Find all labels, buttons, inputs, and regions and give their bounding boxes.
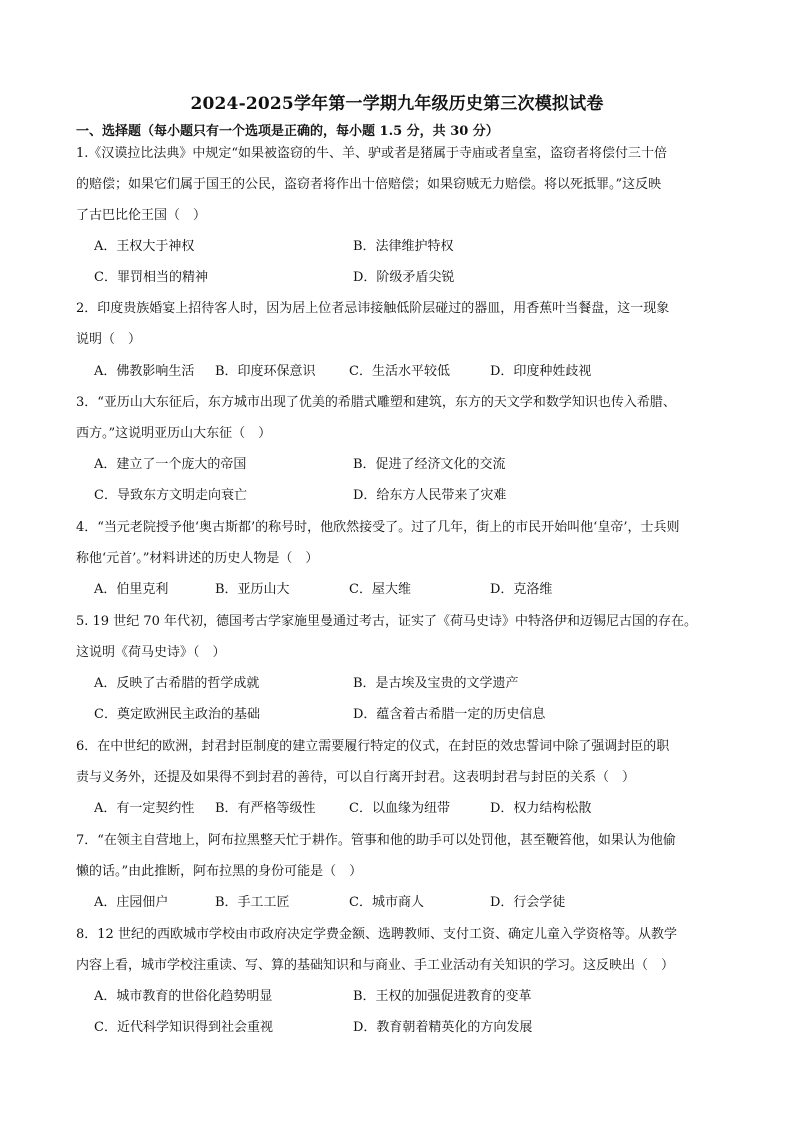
exam-title: 2024-2025学年第一学期九年级历史第三次模拟试卷 bbox=[190, 94, 604, 114]
question-3-option-d: D．给东方人民带来了灾难 bbox=[353, 488, 507, 503]
question-8-option-b: B．王权的加强促进教育的变革 bbox=[353, 989, 532, 1004]
question-4-line-1: 4．“当元老院授予他‘奥古斯都’的称号时，他欣然接受了。过了几年，街上的市民开始叫他‘皇帝’，士兵则 bbox=[76, 520, 680, 535]
question-1-option-a: A．王权大于神权 bbox=[94, 239, 195, 254]
question-5-line-1: 5. 19 世纪 70 年代初，德国考古学家施里曼通过考古，证实了《荷马史诗》中特洛伊和迈锡尼古国的存在。 bbox=[76, 614, 698, 629]
question-6-option-d: D．权力结构松散 bbox=[490, 801, 592, 816]
question-8-line-2: 内容上看，城市学校注重读、写、算的基础知识和与商业、手工业活动有关知识的学习。这反映出（ ） bbox=[76, 958, 675, 973]
question-5-option-d: D．蕴含着古希腊一定的历史信息 bbox=[353, 707, 546, 722]
question-1-option-c: C．罪罚相当的精神 bbox=[94, 270, 208, 285]
question-5-line-2: 这说明《荷马史诗》（ ） bbox=[76, 645, 226, 660]
question-5-option-a: A．反映了古希腊的哲学成就 bbox=[94, 676, 260, 691]
question-4-option-d: D．克洛维 bbox=[490, 582, 553, 597]
question-7-option-a: A．庄园佃户 bbox=[94, 895, 169, 910]
question-1-line-1: 1.《汉谟拉比法典》中规定“如果被盗窃的牛、羊、驴或者是猪属于寺庙或者皇室，盗窃者将偿付三十倍 bbox=[76, 146, 668, 161]
question-6-option-a: A．有一定契约性 bbox=[94, 801, 195, 816]
question-4-option-b: B．亚历山大 bbox=[215, 582, 290, 597]
question-1-line-3: 了古巴比伦王国（ ） bbox=[76, 208, 207, 223]
question-3-option-b: B．促进了经济文化的交流 bbox=[353, 457, 506, 472]
question-4-option-a: A．伯里克利 bbox=[94, 582, 169, 597]
question-6-line-2: 责与义务外，还提及如果得不到封君的善待，可以自行离开封君。这表明封君与封臣的关系（ ） bbox=[76, 770, 636, 785]
question-7-option-c: C．城市商人 bbox=[349, 895, 424, 910]
question-8-option-c: C．近代科学知识得到社会重视 bbox=[94, 1020, 273, 1035]
section-heading: 一、选择题（每小题只有一个选项是正确的，每小题 1.5 分，共 30 分） bbox=[76, 124, 499, 139]
question-7-option-b: B．手工工匠 bbox=[215, 895, 290, 910]
question-7-option-d: D．行会学徒 bbox=[490, 895, 566, 910]
question-3-option-c: C．导致东方文明走向衰亡 bbox=[94, 488, 247, 503]
question-3-line-2: 西方。”这说明亚历山大东征（ ） bbox=[76, 426, 272, 441]
question-6-option-b: B．有严格等级性 bbox=[215, 801, 316, 816]
question-1-option-d: D．阶级矛盾尖锐 bbox=[353, 270, 455, 285]
question-7-line-2: 懒的话。”由此推断，阿布拉黑的身份可能是（ ） bbox=[76, 864, 363, 879]
question-1-line-2: 的赔偿；如果它们属于国王的公民，盗窃者将作出十倍赔偿；如果窃贼无力赔偿。将以死抵罪。”这反映 bbox=[76, 177, 662, 192]
question-2-option-b: B．印度环保意识 bbox=[215, 364, 316, 379]
question-2-option-c: C．生活水平较低 bbox=[349, 364, 450, 379]
question-5-option-c: C．奠定欧洲民主政治的基础 bbox=[94, 707, 260, 722]
question-4-option-c: C．屋大维 bbox=[349, 582, 411, 597]
question-8-option-d: D．教育朝着精英化的方向发展 bbox=[353, 1020, 533, 1035]
question-4-line-2: 称他‘元首’。”材料讲述的历史人物是（ ） bbox=[76, 551, 319, 566]
question-5-option-b: B．是古埃及宝贵的文学遗产 bbox=[353, 676, 519, 691]
question-2-option-d: D．印度种姓歧视 bbox=[490, 364, 592, 379]
question-8-line-1: 8．12 世纪的西欧城市学校由市政府决定学费金额、选聘教师、支付工资、确定儿童入学资格等。从教学 bbox=[76, 927, 677, 942]
question-2-line-2: 说明（ ） bbox=[76, 332, 142, 347]
question-6-line-1: 6．在中世纪的欧洲，封君封臣制度的建立需要履行特定的仪式，在封臣的效忠誓词中除了强调封臣的职 bbox=[76, 739, 670, 754]
question-1-option-b: B．法律维护特权 bbox=[353, 239, 454, 254]
question-8-option-a: A．城市教育的世俗化趋势明显 bbox=[94, 989, 273, 1004]
question-3-line-1: 3．“亚历山大东征后，东方城市出现了优美的希腊式雕塑和建筑，东方的天文学和数学知识也传入希腊、 bbox=[76, 395, 676, 410]
question-2-option-a: A．佛教影响生活 bbox=[94, 364, 195, 379]
question-7-line-1: 7．“在领主自营地上，阿布拉黑整天忙于耕作。管事和他的助手可以处罚他，甚至鞭笞他，如果认为他偷 bbox=[76, 833, 676, 848]
question-3-option-a: A．建立了一个庞大的帝国 bbox=[94, 457, 247, 472]
question-6-option-c: C．以血缘为纽带 bbox=[349, 801, 450, 816]
question-2-line-1: 2．印度贵族婚宴上招待客人时，因为居上位者忌讳接触低阶层碰过的器皿，用香蕉叶当餐盘，这一现象 bbox=[76, 301, 670, 316]
